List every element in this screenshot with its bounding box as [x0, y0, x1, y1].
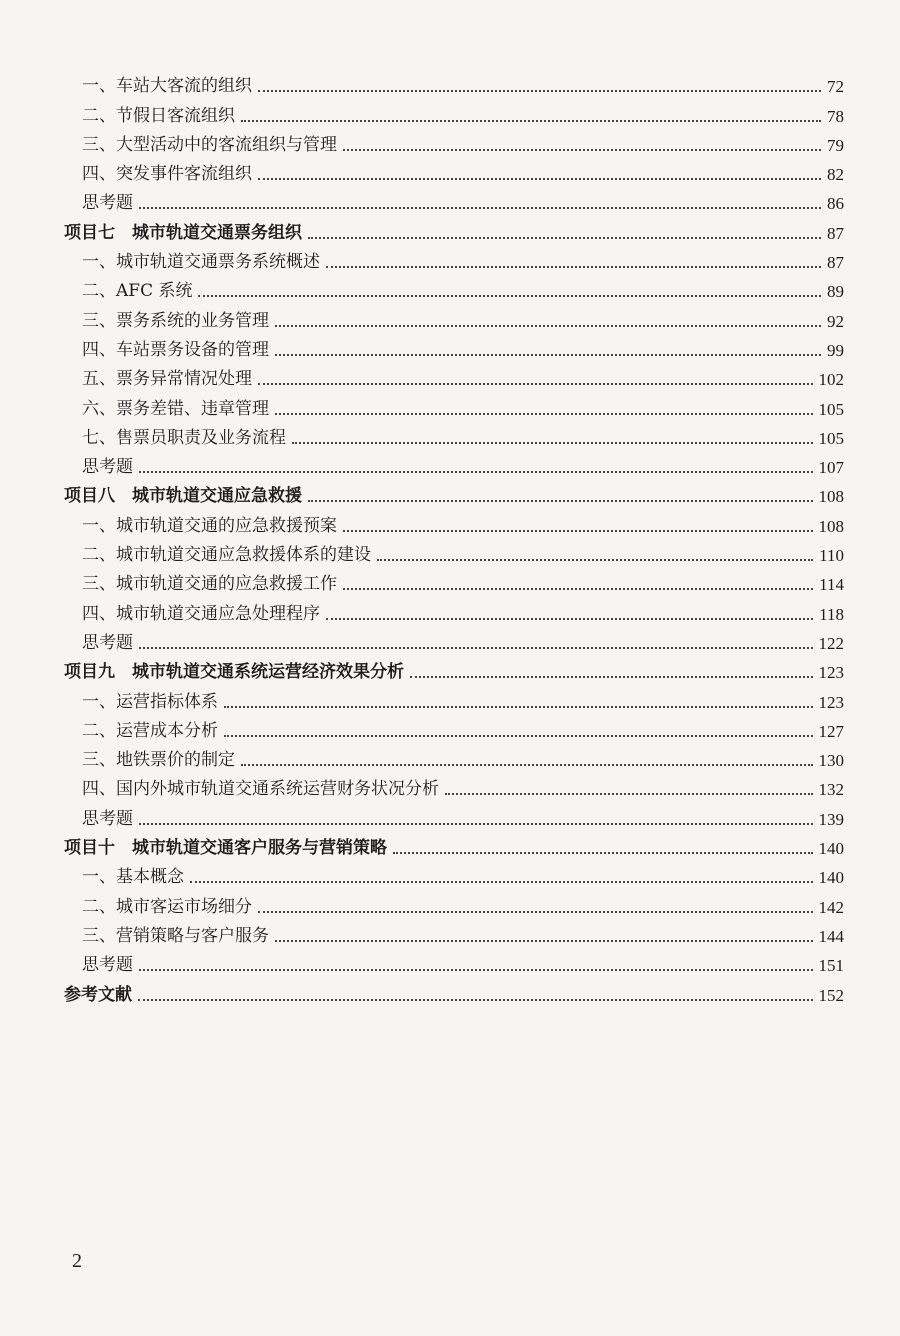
- toc-entry-title: 二、节假日客流组织: [82, 105, 235, 126]
- toc-entry-row: [64, 300, 844, 329]
- toc-entry-page: 108: [818, 516, 844, 536]
- toc-entry-page: 132: [818, 780, 844, 800]
- toc-entry-page: 152: [818, 985, 844, 1005]
- dot-leader: [258, 178, 821, 180]
- dot-leader: [275, 325, 821, 327]
- toc-entry-row: [64, 447, 844, 476]
- dot-leader: [258, 911, 813, 913]
- toc-chapter-row: [64, 212, 844, 241]
- toc-entry-title: 四、突发事件客流组织: [82, 164, 252, 185]
- toc-entry-title: 参考文献: [64, 984, 132, 1005]
- dot-leader: [241, 120, 821, 122]
- toc-chapter-row: [64, 828, 844, 857]
- toc-entry-title: 四、车站票务设备的管理: [82, 339, 269, 360]
- toc-entry-title: 项目七 城市轨道交通票务组织: [64, 222, 302, 243]
- dot-leader: [308, 237, 821, 239]
- dot-leader: [139, 823, 813, 825]
- toc-entry-page: 140: [818, 868, 844, 888]
- toc-entry-title: 思考题: [82, 808, 133, 829]
- toc-entry-row: [64, 623, 844, 652]
- toc-entry-row: [64, 916, 844, 945]
- toc-entry-page: 144: [818, 926, 844, 946]
- toc-entry-row: [64, 535, 844, 564]
- toc-entry-title: 五、票务异常情况处理: [82, 369, 252, 390]
- toc-entry-row: [64, 242, 844, 271]
- toc-entry-title: 四、国内外城市轨道交通系统运营财务状况分析: [82, 779, 439, 800]
- toc-entry-page: 105: [818, 428, 844, 448]
- toc-entry-page: 127: [818, 721, 844, 741]
- dot-leader: [139, 647, 813, 649]
- toc-entry-title: 项目九 城市轨道交通系统运营经济效果分析: [64, 662, 404, 683]
- toc-entry-row: [64, 886, 844, 915]
- toc-entry-page: 123: [818, 692, 844, 712]
- toc-entry-page: 140: [818, 839, 844, 859]
- dot-leader: [343, 149, 821, 151]
- dot-leader: [275, 940, 813, 942]
- toc-entry-title: 二、AFC 系统: [82, 281, 193, 302]
- toc-entry-row: [64, 154, 844, 183]
- toc-chapter-row: [64, 974, 844, 1003]
- toc-entry-title: 三、大型活动中的客流组织与管理: [82, 134, 337, 155]
- toc-entry-row: [64, 330, 844, 359]
- toc-chapter-row: [64, 652, 844, 681]
- dot-leader: [190, 881, 813, 883]
- toc-entry-title: 二、运营成本分析: [82, 720, 218, 741]
- toc-entry-page: 79: [827, 135, 844, 155]
- toc-entry-title: 三、营销策略与客户服务: [82, 925, 269, 946]
- toc-entry-row: [64, 418, 844, 447]
- toc-entry-page: 87: [827, 253, 844, 273]
- toc-entry-page: 130: [818, 751, 844, 771]
- dot-leader: [326, 266, 821, 268]
- toc-entry-page: 123: [818, 663, 844, 683]
- toc-entry-title: 六、票务差错、违章管理: [82, 398, 269, 419]
- toc-entry-page: 118: [819, 604, 844, 624]
- toc-entry-title: 思考题: [82, 955, 133, 976]
- dot-leader: [224, 735, 813, 737]
- toc-entry-row: [64, 388, 844, 417]
- dot-leader: [343, 588, 813, 590]
- dot-leader: [258, 90, 821, 92]
- toc-entry-page: 114: [819, 575, 844, 595]
- toc-entry-page: 99: [827, 340, 844, 360]
- toc-entry-row: [64, 740, 844, 769]
- toc-entry-page: 82: [827, 165, 844, 185]
- toc-entry-page: 122: [818, 633, 844, 653]
- toc-entry-row: [64, 769, 844, 798]
- toc-entry-title: 项目八 城市轨道交通应急救援: [64, 486, 302, 507]
- dot-leader: [139, 207, 821, 209]
- toc-entry-page: 78: [827, 106, 844, 126]
- toc-entry-title: 思考题: [82, 632, 133, 653]
- toc-entry-title: 一、运营指标体系: [82, 691, 218, 712]
- dot-leader: [343, 530, 813, 532]
- toc-entry-row: [64, 271, 844, 300]
- table-of-contents: [64, 66, 844, 1004]
- toc-entry-page: 139: [818, 809, 844, 829]
- dot-leader: [275, 354, 821, 356]
- toc-entry-title: 三、城市轨道交通的应急救援工作: [82, 574, 337, 595]
- toc-entry-page: 72: [827, 77, 844, 97]
- dot-leader: [138, 999, 813, 1001]
- toc-entry-row: [64, 798, 844, 827]
- toc-entry-row: [64, 95, 844, 124]
- toc-entry-title: 三、地铁票价的制定: [82, 750, 235, 771]
- dot-leader: [326, 618, 813, 620]
- toc-entry-row: [64, 125, 844, 154]
- toc-entry-row: [64, 564, 844, 593]
- toc-entry-row: [64, 945, 844, 974]
- toc-entry-row: [64, 681, 844, 710]
- toc-entry-page: 110: [819, 546, 844, 566]
- toc-entry-title: 四、城市轨道交通应急处理程序: [82, 603, 320, 624]
- toc-entry-page: 142: [818, 897, 844, 917]
- dot-leader: [224, 706, 813, 708]
- dot-leader: [139, 969, 813, 971]
- dot-leader: [258, 383, 813, 385]
- toc-entry-title: 二、城市轨道交通应急救援体系的建设: [82, 545, 371, 566]
- toc-entry-title: 二、城市客运市场细分: [82, 896, 252, 917]
- toc-entry-page: 86: [827, 194, 844, 214]
- toc-entry-title: 思考题: [82, 193, 133, 214]
- toc-entry-page: 107: [818, 458, 844, 478]
- toc-entry-page: 92: [827, 311, 844, 331]
- toc-entry-title: 思考题: [82, 457, 133, 478]
- toc-entry-row: [64, 857, 844, 886]
- toc-entry-title: 一、城市轨道交通的应急救援预案: [82, 515, 337, 536]
- toc-entry-row: [64, 66, 844, 95]
- toc-entry-row: [64, 359, 844, 388]
- dot-leader: [275, 413, 813, 415]
- toc-entry-row: [64, 711, 844, 740]
- toc-entry-title: 项目十 城市轨道交通客户服务与营销策略: [64, 838, 387, 859]
- toc-entry-row: [64, 593, 844, 622]
- toc-entry-page: 151: [818, 956, 844, 976]
- dot-leader: [445, 793, 813, 795]
- dot-leader: [377, 559, 813, 561]
- toc-entry-page: 105: [818, 399, 844, 419]
- toc-entry-title: 三、票务系统的业务管理: [82, 310, 269, 331]
- dot-leader: [292, 442, 813, 444]
- dot-leader: [198, 295, 821, 297]
- toc-entry-page: 102: [818, 370, 844, 390]
- toc-entry-row: [64, 505, 844, 534]
- dot-leader: [241, 764, 813, 766]
- toc-entry-page: 87: [827, 223, 844, 243]
- toc-entry-row: [64, 183, 844, 212]
- toc-entry-title: 一、基本概念: [82, 867, 184, 888]
- toc-entry-page: 108: [818, 487, 844, 507]
- page-number: 2: [72, 1250, 82, 1272]
- toc-entry-title: 一、城市轨道交通票务系统概述: [82, 252, 320, 273]
- toc-chapter-row: [64, 476, 844, 505]
- toc-entry-title: 一、车站大客流的组织: [82, 76, 252, 97]
- dot-leader: [393, 852, 813, 854]
- dot-leader: [308, 500, 813, 502]
- dot-leader: [139, 471, 813, 473]
- dot-leader: [410, 676, 813, 678]
- toc-entry-page: 89: [827, 282, 844, 302]
- toc-entry-title: 七、售票员职责及业务流程: [82, 427, 286, 448]
